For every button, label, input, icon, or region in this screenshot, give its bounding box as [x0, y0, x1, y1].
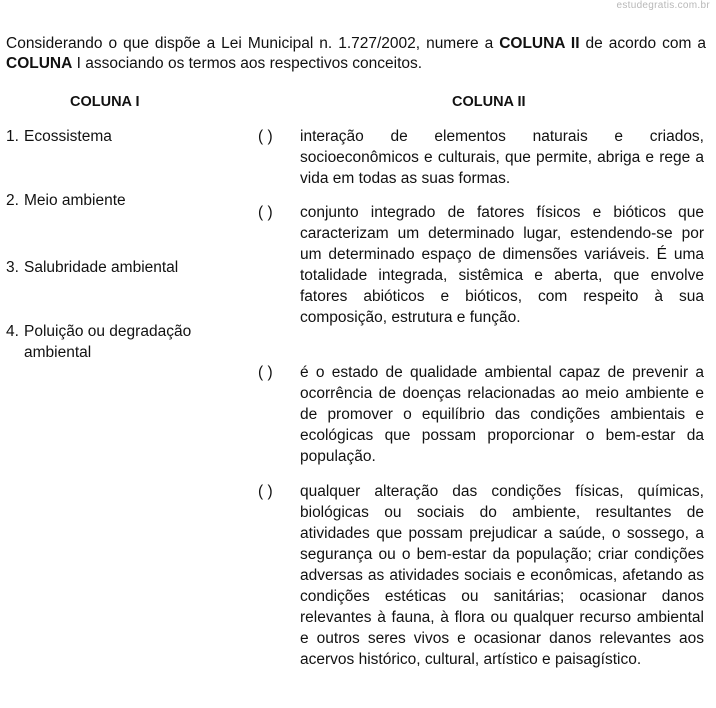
column-1-item	[6, 126, 256, 147]
item-term: Poluição ou degradação	[24, 323, 192, 340]
statement-bold-coluna: COLUNA	[6, 55, 73, 72]
column-1-item	[6, 190, 256, 211]
answer-blank[interactable]: ( )	[258, 364, 273, 381]
answer-blank[interactable]: ( )	[258, 483, 273, 500]
item-term: Ecossistema	[24, 128, 112, 145]
column-2-definition: conjunto integrado de fatores físicos e bióticos que caracterizam um determinado lugar, estendendo-se por um determinado espaço de dimensões variáveis. É uma totalidade integrada, sistêmica e aberta, que envolve fatores abióticos e bióticos, com respeito à sua composição, estrutura e função.	[300, 204, 704, 326]
statement-text-3: I associando os termos aos respectivos conceitos.	[72, 55, 423, 72]
item-term: Meio ambiente	[24, 192, 126, 209]
statement-text-1: Considerando o que dispõe a Lei Municipal n. 1.727/2002, numere a	[6, 35, 500, 52]
question-statement	[6, 34, 706, 74]
column-2-definition: qualquer alteração das condições físicas, químicas, biológicas ou sociais do ambiente, resultantes de atividades que possam prejudicar a saúde, o sossego, a segurança ou o bem-estar da população; criar condições adversas as atividades sociais e econômicas, afetando as condições estéticas ou sanitárias; ocasionar danos relevantes à fauna, à flora ou qualquer recurso ambiental e outros seres vivos e ocasionar danos relevantes aos acervos histórico, cultural, artístico e paisagístico.	[300, 483, 704, 668]
column-1-item	[6, 321, 256, 363]
answer-blank[interactable]: ( )	[258, 204, 273, 221]
statement-text-2: de acordo com a	[579, 35, 706, 52]
column-1-header: COLUNA I	[70, 94, 140, 110]
item-number: 4.	[6, 323, 19, 340]
item-number: 3.	[6, 259, 19, 276]
item-number: 2.	[6, 192, 19, 209]
column-2-header: COLUNA II	[452, 94, 526, 110]
answer-blank[interactable]: ( )	[258, 128, 273, 145]
statement-bold-coluna-ii: COLUNA II	[499, 35, 580, 52]
item-term: Salubridade ambiental	[24, 259, 179, 276]
watermark: estudegratis.com.br	[616, 0, 710, 11]
item-term-continuation: ambiental	[24, 344, 92, 361]
column-1-item	[6, 257, 256, 278]
column-2-definition: interação de elementos naturais e criados, socioeconômicos e culturais, que permite, abriga e rege a vida em todas as suas formas.	[300, 128, 704, 187]
column-2-definition: é o estado de qualidade ambiental capaz de prevenir a ocorrência de doenças relacionadas ao meio ambiente e de promover o equilíbrio das condições ambientais e ecológicas que possam proporcionar o bem-estar da população.	[300, 364, 704, 465]
item-number: 1.	[6, 128, 19, 145]
